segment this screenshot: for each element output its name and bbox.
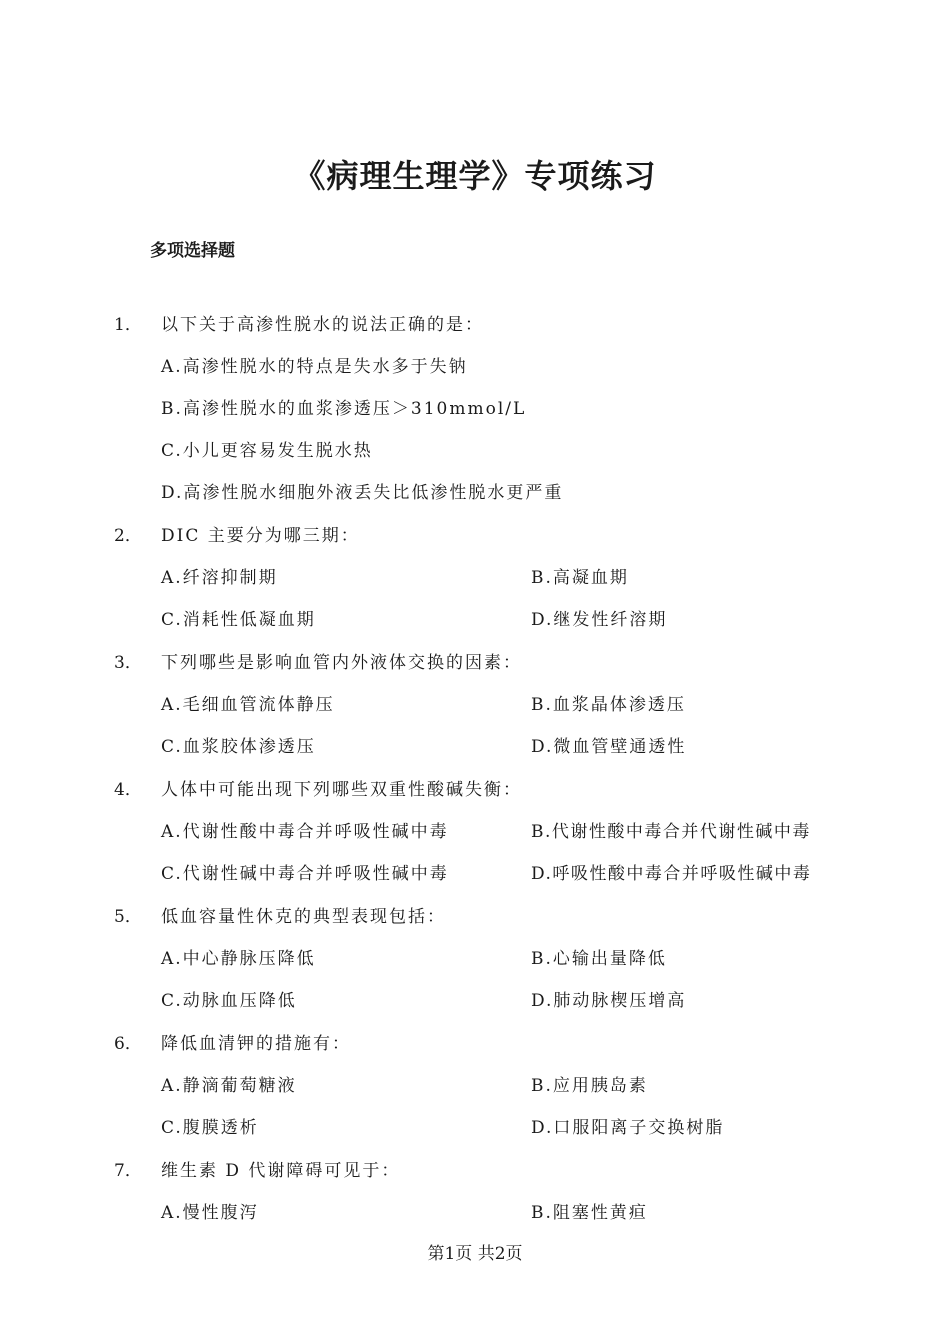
- option-c: C.小儿更容易发生脱水热: [161, 441, 373, 461]
- option-a: A.静滴葡萄糖液: [161, 1076, 297, 1096]
- question-text: 降低血清钾的措施有：: [161, 1034, 351, 1054]
- option-b: B.应用胰岛素: [531, 1076, 648, 1096]
- option-c: C.消耗性低凝血期: [161, 610, 316, 630]
- option-c: C.腹膜透析: [161, 1118, 259, 1138]
- option-b: B.高凝血期: [531, 568, 629, 588]
- page-footer: 第1页 共2页: [427, 1244, 523, 1264]
- option-b: B.血浆晶体渗透压: [531, 695, 686, 715]
- question-number: 7．: [114, 1161, 142, 1181]
- option-b: B.高渗性脱水的血浆渗透压＞310mmol/L: [161, 399, 527, 419]
- question-text: DIC 主要分为哪三期：: [161, 526, 360, 546]
- question-number: 5．: [114, 907, 142, 927]
- option-b: B.阻塞性黄疸: [531, 1203, 648, 1223]
- question-text: 维生素 D 代谢障碍可见于：: [161, 1161, 401, 1181]
- option-a: A.毛细血管流体静压: [161, 695, 335, 715]
- question-number: 4．: [114, 780, 142, 800]
- option-a: A.高渗性脱水的特点是失水多于失钠: [161, 357, 468, 377]
- option-d: D.呼吸性酸中毒合并呼吸性碱中毒: [531, 864, 812, 884]
- question-number: 2．: [114, 526, 142, 546]
- question-text: 以下关于高渗性脱水的说法正确的是：: [161, 315, 484, 335]
- section-heading: 多项选择题: [150, 241, 235, 261]
- question-text: 人体中可能出现下列哪些双重性酸碱失衡：: [161, 780, 522, 800]
- question-number: 3．: [114, 653, 142, 673]
- option-d: D.肺动脉楔压增高: [531, 991, 687, 1011]
- option-c: C.动脉血压降低: [161, 991, 297, 1011]
- option-d: D.高渗性脱水细胞外液丢失比低渗性脱水更严重: [161, 483, 564, 503]
- option-d: D.口服阳离子交换树脂: [531, 1118, 725, 1138]
- question-text: 下列哪些是影响血管内外液体交换的因素：: [161, 653, 522, 673]
- option-a: A.代谢性酸中毒合并呼吸性碱中毒: [161, 822, 449, 842]
- option-d: D.微血管壁通透性: [531, 737, 687, 757]
- question-number: 6．: [114, 1034, 142, 1054]
- option-c: C.血浆胶体渗透压: [161, 737, 316, 757]
- option-b: B.心输出量降低: [531, 949, 667, 969]
- option-c: C.代谢性碱中毒合并呼吸性碱中毒: [161, 864, 449, 884]
- question-number: 1．: [114, 315, 142, 335]
- option-b: B.代谢性酸中毒合并代谢性碱中毒: [531, 822, 811, 842]
- option-a: A.慢性腹泻: [161, 1203, 259, 1223]
- page-title: 《病理生理学》专项练习: [293, 157, 657, 195]
- option-a: A.中心静脉压降低: [161, 949, 316, 969]
- option-a: A.纤溶抑制期: [161, 568, 278, 588]
- question-text: 低血容量性休克的典型表现包括：: [161, 907, 446, 927]
- option-d: D.继发性纤溶期: [531, 610, 668, 630]
